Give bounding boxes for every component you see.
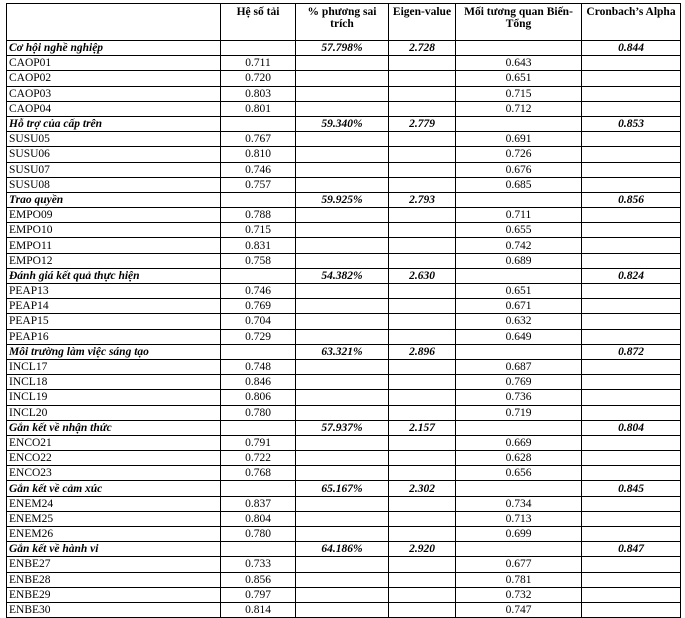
item-code: CAOP03 — [7, 86, 221, 101]
item-corr: 0.687 — [456, 359, 582, 374]
group-loading-empty — [221, 481, 296, 496]
group-corr-empty — [456, 116, 582, 131]
item-alpha-empty — [582, 572, 681, 587]
group-row — [7, 420, 681, 435]
item-row — [7, 511, 681, 526]
item-variance-empty — [296, 557, 389, 572]
item-variance-empty — [296, 71, 389, 86]
item-loading: 0.788 — [221, 208, 296, 223]
item-eigen-empty — [389, 314, 456, 329]
group-corr-empty — [456, 420, 582, 435]
item-variance-empty — [296, 56, 389, 71]
item-corr: 0.736 — [456, 390, 582, 405]
group-name: Gắn kết về hành vi — [7, 542, 221, 557]
item-eigen-empty — [389, 511, 456, 526]
group-loading-empty — [221, 344, 296, 359]
item-code: INCL17 — [7, 359, 221, 374]
item-corr: 0.711 — [456, 208, 582, 223]
group-name: Gắn kết về nhận thức — [7, 420, 221, 435]
item-loading: 0.831 — [221, 238, 296, 253]
group-corr-empty — [456, 192, 582, 207]
item-row — [7, 587, 681, 602]
item-code: INCL18 — [7, 375, 221, 390]
item-eigen-empty — [389, 587, 456, 602]
item-loading: 0.803 — [221, 86, 296, 101]
item-row — [7, 253, 681, 268]
group-variance: 57.937% — [296, 420, 389, 435]
item-eigen-empty — [389, 527, 456, 542]
group-variance: 57.798% — [296, 41, 389, 56]
item-loading: 0.746 — [221, 162, 296, 177]
item-variance-empty — [296, 375, 389, 390]
item-code: PEAP15 — [7, 314, 221, 329]
item-eigen-empty — [389, 375, 456, 390]
item-loading: 0.748 — [221, 359, 296, 374]
item-loading: 0.768 — [221, 466, 296, 481]
item-eigen-empty — [389, 572, 456, 587]
item-code: EMPO10 — [7, 223, 221, 238]
group-name: Môi trường làm việc sáng tạo — [7, 344, 221, 359]
item-eigen-empty — [389, 208, 456, 223]
group-loading-empty — [221, 41, 296, 56]
item-code: SUSU07 — [7, 162, 221, 177]
item-alpha-empty — [582, 101, 681, 116]
item-corr: 0.669 — [456, 435, 582, 450]
item-loading: 0.722 — [221, 451, 296, 466]
group-loading-empty — [221, 268, 296, 283]
item-loading: 0.746 — [221, 284, 296, 299]
item-loading: 0.804 — [221, 511, 296, 526]
item-eigen-empty — [389, 451, 456, 466]
item-alpha-empty — [582, 238, 681, 253]
item-variance-empty — [296, 587, 389, 602]
item-variance-empty — [296, 314, 389, 329]
item-eigen-empty — [389, 557, 456, 572]
item-alpha-empty — [582, 602, 681, 617]
item-loading: 0.758 — [221, 253, 296, 268]
item-code: PEAP14 — [7, 299, 221, 314]
item-corr: 0.649 — [456, 329, 582, 344]
group-variance: 63.321% — [296, 344, 389, 359]
item-loading: 0.729 — [221, 329, 296, 344]
item-eigen-empty — [389, 299, 456, 314]
item-loading: 0.806 — [221, 390, 296, 405]
item-row — [7, 359, 681, 374]
item-alpha-empty — [582, 527, 681, 542]
item-alpha-empty — [582, 511, 681, 526]
item-row — [7, 299, 681, 314]
item-loading: 0.791 — [221, 435, 296, 450]
item-corr: 0.651 — [456, 71, 582, 86]
group-eigen: 2.630 — [389, 268, 456, 283]
item-alpha-empty — [582, 147, 681, 162]
group-eigen: 2.896 — [389, 344, 456, 359]
item-alpha-empty — [582, 359, 681, 374]
item-corr: 0.676 — [456, 162, 582, 177]
item-code: ENCO21 — [7, 435, 221, 450]
item-code: PEAP13 — [7, 284, 221, 299]
item-eigen-empty — [389, 56, 456, 71]
item-corr: 0.671 — [456, 299, 582, 314]
item-eigen-empty — [389, 602, 456, 617]
item-row — [7, 602, 681, 617]
item-loading: 0.769 — [221, 299, 296, 314]
item-row — [7, 390, 681, 405]
item-code: ENCO22 — [7, 451, 221, 466]
item-code: EMPO11 — [7, 238, 221, 253]
item-variance-empty — [296, 405, 389, 420]
item-corr: 0.689 — [456, 253, 582, 268]
item-row — [7, 329, 681, 344]
group-corr-empty — [456, 268, 582, 283]
item-variance-empty — [296, 511, 389, 526]
item-row — [7, 208, 681, 223]
item-alpha-empty — [582, 587, 681, 602]
item-row — [7, 451, 681, 466]
item-variance-empty — [296, 496, 389, 511]
item-loading: 0.837 — [221, 496, 296, 511]
item-row — [7, 238, 681, 253]
group-eigen: 2.920 — [389, 542, 456, 557]
item-variance-empty — [296, 208, 389, 223]
item-code: EMPO12 — [7, 253, 221, 268]
item-code: SUSU06 — [7, 147, 221, 162]
item-eigen-empty — [389, 132, 456, 147]
item-eigen-empty — [389, 284, 456, 299]
group-name: Cơ hội nghề nghiệp — [7, 41, 221, 56]
item-variance-empty — [296, 527, 389, 542]
item-loading: 0.780 — [221, 405, 296, 420]
group-name: Trao quyền — [7, 192, 221, 207]
group-alpha: 0.845 — [582, 481, 681, 496]
item-alpha-empty — [582, 177, 681, 192]
item-code: EMPO09 — [7, 208, 221, 223]
item-loading: 0.711 — [221, 56, 296, 71]
item-code: ENEM25 — [7, 511, 221, 526]
item-variance-empty — [296, 435, 389, 450]
group-alpha: 0.824 — [582, 268, 681, 283]
group-name: Gắn kết về cảm xúc — [7, 481, 221, 496]
group-variance: 59.340% — [296, 116, 389, 131]
item-code: CAOP04 — [7, 101, 221, 116]
item-corr: 0.713 — [456, 511, 582, 526]
item-row — [7, 496, 681, 511]
group-alpha: 0.856 — [582, 192, 681, 207]
item-variance-empty — [296, 466, 389, 481]
group-eigen: 2.793 — [389, 192, 456, 207]
item-variance-empty — [296, 390, 389, 405]
item-eigen-empty — [389, 253, 456, 268]
item-variance-empty — [296, 238, 389, 253]
item-loading: 0.856 — [221, 572, 296, 587]
item-alpha-empty — [582, 329, 681, 344]
item-variance-empty — [296, 101, 389, 116]
group-eigen: 2.302 — [389, 481, 456, 496]
item-code: INCL20 — [7, 405, 221, 420]
item-corr: 0.742 — [456, 238, 582, 253]
item-variance-empty — [296, 329, 389, 344]
item-variance-empty — [296, 359, 389, 374]
item-eigen-empty — [389, 405, 456, 420]
group-alpha: 0.853 — [582, 116, 681, 131]
header-loading: Hệ số tải — [221, 4, 296, 41]
item-variance-empty — [296, 253, 389, 268]
item-variance-empty — [296, 132, 389, 147]
item-corr: 0.734 — [456, 496, 582, 511]
results-table — [6, 3, 681, 618]
item-code: ENBE29 — [7, 587, 221, 602]
item-corr: 0.719 — [456, 405, 582, 420]
item-loading: 0.720 — [221, 71, 296, 86]
item-corr: 0.747 — [456, 602, 582, 617]
item-row — [7, 284, 681, 299]
item-eigen-empty — [389, 162, 456, 177]
group-alpha: 0.844 — [582, 41, 681, 56]
item-corr: 0.769 — [456, 375, 582, 390]
item-row — [7, 527, 681, 542]
item-row — [7, 314, 681, 329]
item-corr: 0.726 — [456, 147, 582, 162]
group-row — [7, 268, 681, 283]
item-alpha-empty — [582, 86, 681, 101]
item-corr: 0.656 — [456, 466, 582, 481]
item-variance-empty — [296, 284, 389, 299]
item-variance-empty — [296, 147, 389, 162]
item-alpha-empty — [582, 451, 681, 466]
group-row — [7, 192, 681, 207]
item-row — [7, 101, 681, 116]
item-corr: 0.655 — [456, 223, 582, 238]
item-row — [7, 375, 681, 390]
item-loading: 0.704 — [221, 314, 296, 329]
group-eigen: 2.157 — [389, 420, 456, 435]
group-eigen: 2.728 — [389, 41, 456, 56]
item-loading: 0.801 — [221, 101, 296, 116]
group-loading-empty — [221, 542, 296, 557]
header-item — [7, 4, 221, 41]
item-alpha-empty — [582, 223, 681, 238]
header-corr: Mối tương quan Biến-Tổng — [456, 4, 582, 41]
item-loading: 0.810 — [221, 147, 296, 162]
item-row — [7, 86, 681, 101]
item-row — [7, 56, 681, 71]
group-alpha: 0.872 — [582, 344, 681, 359]
item-variance-empty — [296, 162, 389, 177]
item-row — [7, 71, 681, 86]
item-loading: 0.814 — [221, 602, 296, 617]
item-variance-empty — [296, 451, 389, 466]
item-loading: 0.767 — [221, 132, 296, 147]
item-loading: 0.733 — [221, 557, 296, 572]
item-eigen-empty — [389, 223, 456, 238]
item-corr: 0.781 — [456, 572, 582, 587]
item-eigen-empty — [389, 329, 456, 344]
item-alpha-empty — [582, 314, 681, 329]
item-eigen-empty — [389, 435, 456, 450]
item-code: ENBE30 — [7, 602, 221, 617]
item-code: ENBE28 — [7, 572, 221, 587]
item-corr: 0.691 — [456, 132, 582, 147]
item-alpha-empty — [582, 466, 681, 481]
item-code: CAOP02 — [7, 71, 221, 86]
item-corr: 0.628 — [456, 451, 582, 466]
item-variance-empty — [296, 86, 389, 101]
item-corr: 0.632 — [456, 314, 582, 329]
item-alpha-empty — [582, 557, 681, 572]
group-eigen: 2.779 — [389, 116, 456, 131]
item-row — [7, 435, 681, 450]
item-alpha-empty — [582, 435, 681, 450]
group-alpha: 0.804 — [582, 420, 681, 435]
item-alpha-empty — [582, 390, 681, 405]
item-loading: 0.780 — [221, 527, 296, 542]
item-row — [7, 572, 681, 587]
item-row — [7, 162, 681, 177]
item-variance-empty — [296, 223, 389, 238]
item-row — [7, 557, 681, 572]
item-variance-empty — [296, 572, 389, 587]
item-row — [7, 177, 681, 192]
item-loading: 0.846 — [221, 375, 296, 390]
item-eigen-empty — [389, 390, 456, 405]
item-row — [7, 405, 681, 420]
item-eigen-empty — [389, 147, 456, 162]
item-corr: 0.651 — [456, 284, 582, 299]
item-corr: 0.643 — [456, 56, 582, 71]
group-row — [7, 481, 681, 496]
item-code: SUSU05 — [7, 132, 221, 147]
group-loading-empty — [221, 116, 296, 131]
item-variance-empty — [296, 299, 389, 314]
item-code: ENEM24 — [7, 496, 221, 511]
item-code: SUSU08 — [7, 177, 221, 192]
item-eigen-empty — [389, 238, 456, 253]
item-row — [7, 223, 681, 238]
group-variance: 65.167% — [296, 481, 389, 496]
item-alpha-empty — [582, 375, 681, 390]
item-alpha-empty — [582, 132, 681, 147]
item-code: ENBE27 — [7, 557, 221, 572]
header-row — [7, 4, 681, 41]
item-row — [7, 466, 681, 481]
item-corr: 0.732 — [456, 587, 582, 602]
group-row — [7, 116, 681, 131]
header-alpha: Cronbach’s Alpha — [582, 4, 681, 41]
item-eigen-empty — [389, 86, 456, 101]
header-variance: % phương sai trích — [296, 4, 389, 41]
group-row — [7, 41, 681, 56]
item-alpha-empty — [582, 253, 681, 268]
group-loading-empty — [221, 420, 296, 435]
item-alpha-empty — [582, 284, 681, 299]
item-code: INCL19 — [7, 390, 221, 405]
item-eigen-empty — [389, 466, 456, 481]
item-corr: 0.699 — [456, 527, 582, 542]
item-row — [7, 147, 681, 162]
item-corr: 0.712 — [456, 101, 582, 116]
item-eigen-empty — [389, 359, 456, 374]
header-eigen: Eigen-value — [389, 4, 456, 41]
item-row — [7, 132, 681, 147]
item-loading: 0.797 — [221, 587, 296, 602]
item-code: PEAP16 — [7, 329, 221, 344]
group-corr-empty — [456, 344, 582, 359]
group-name: Hỗ trợ của cấp trên — [7, 116, 221, 131]
item-loading: 0.757 — [221, 177, 296, 192]
item-alpha-empty — [582, 56, 681, 71]
group-variance: 64.186% — [296, 542, 389, 557]
item-code: CAOP01 — [7, 56, 221, 71]
group-row — [7, 344, 681, 359]
item-eigen-empty — [389, 71, 456, 86]
item-alpha-empty — [582, 496, 681, 511]
group-variance: 54.382% — [296, 268, 389, 283]
item-eigen-empty — [389, 177, 456, 192]
item-code: ENEM26 — [7, 527, 221, 542]
group-corr-empty — [456, 542, 582, 557]
item-eigen-empty — [389, 496, 456, 511]
group-alpha: 0.847 — [582, 542, 681, 557]
item-eigen-empty — [389, 101, 456, 116]
item-corr: 0.715 — [456, 86, 582, 101]
item-variance-empty — [296, 177, 389, 192]
item-loading: 0.715 — [221, 223, 296, 238]
item-alpha-empty — [582, 208, 681, 223]
item-alpha-empty — [582, 162, 681, 177]
item-alpha-empty — [582, 299, 681, 314]
item-variance-empty — [296, 602, 389, 617]
group-corr-empty — [456, 41, 582, 56]
group-name: Đánh giá kết quả thực hiện — [7, 268, 221, 283]
group-variance: 59.925% — [296, 192, 389, 207]
group-corr-empty — [456, 481, 582, 496]
group-row — [7, 542, 681, 557]
group-loading-empty — [221, 192, 296, 207]
item-corr: 0.685 — [456, 177, 582, 192]
item-code: ENCO23 — [7, 466, 221, 481]
item-alpha-empty — [582, 71, 681, 86]
item-alpha-empty — [582, 405, 681, 420]
item-corr: 0.677 — [456, 557, 582, 572]
